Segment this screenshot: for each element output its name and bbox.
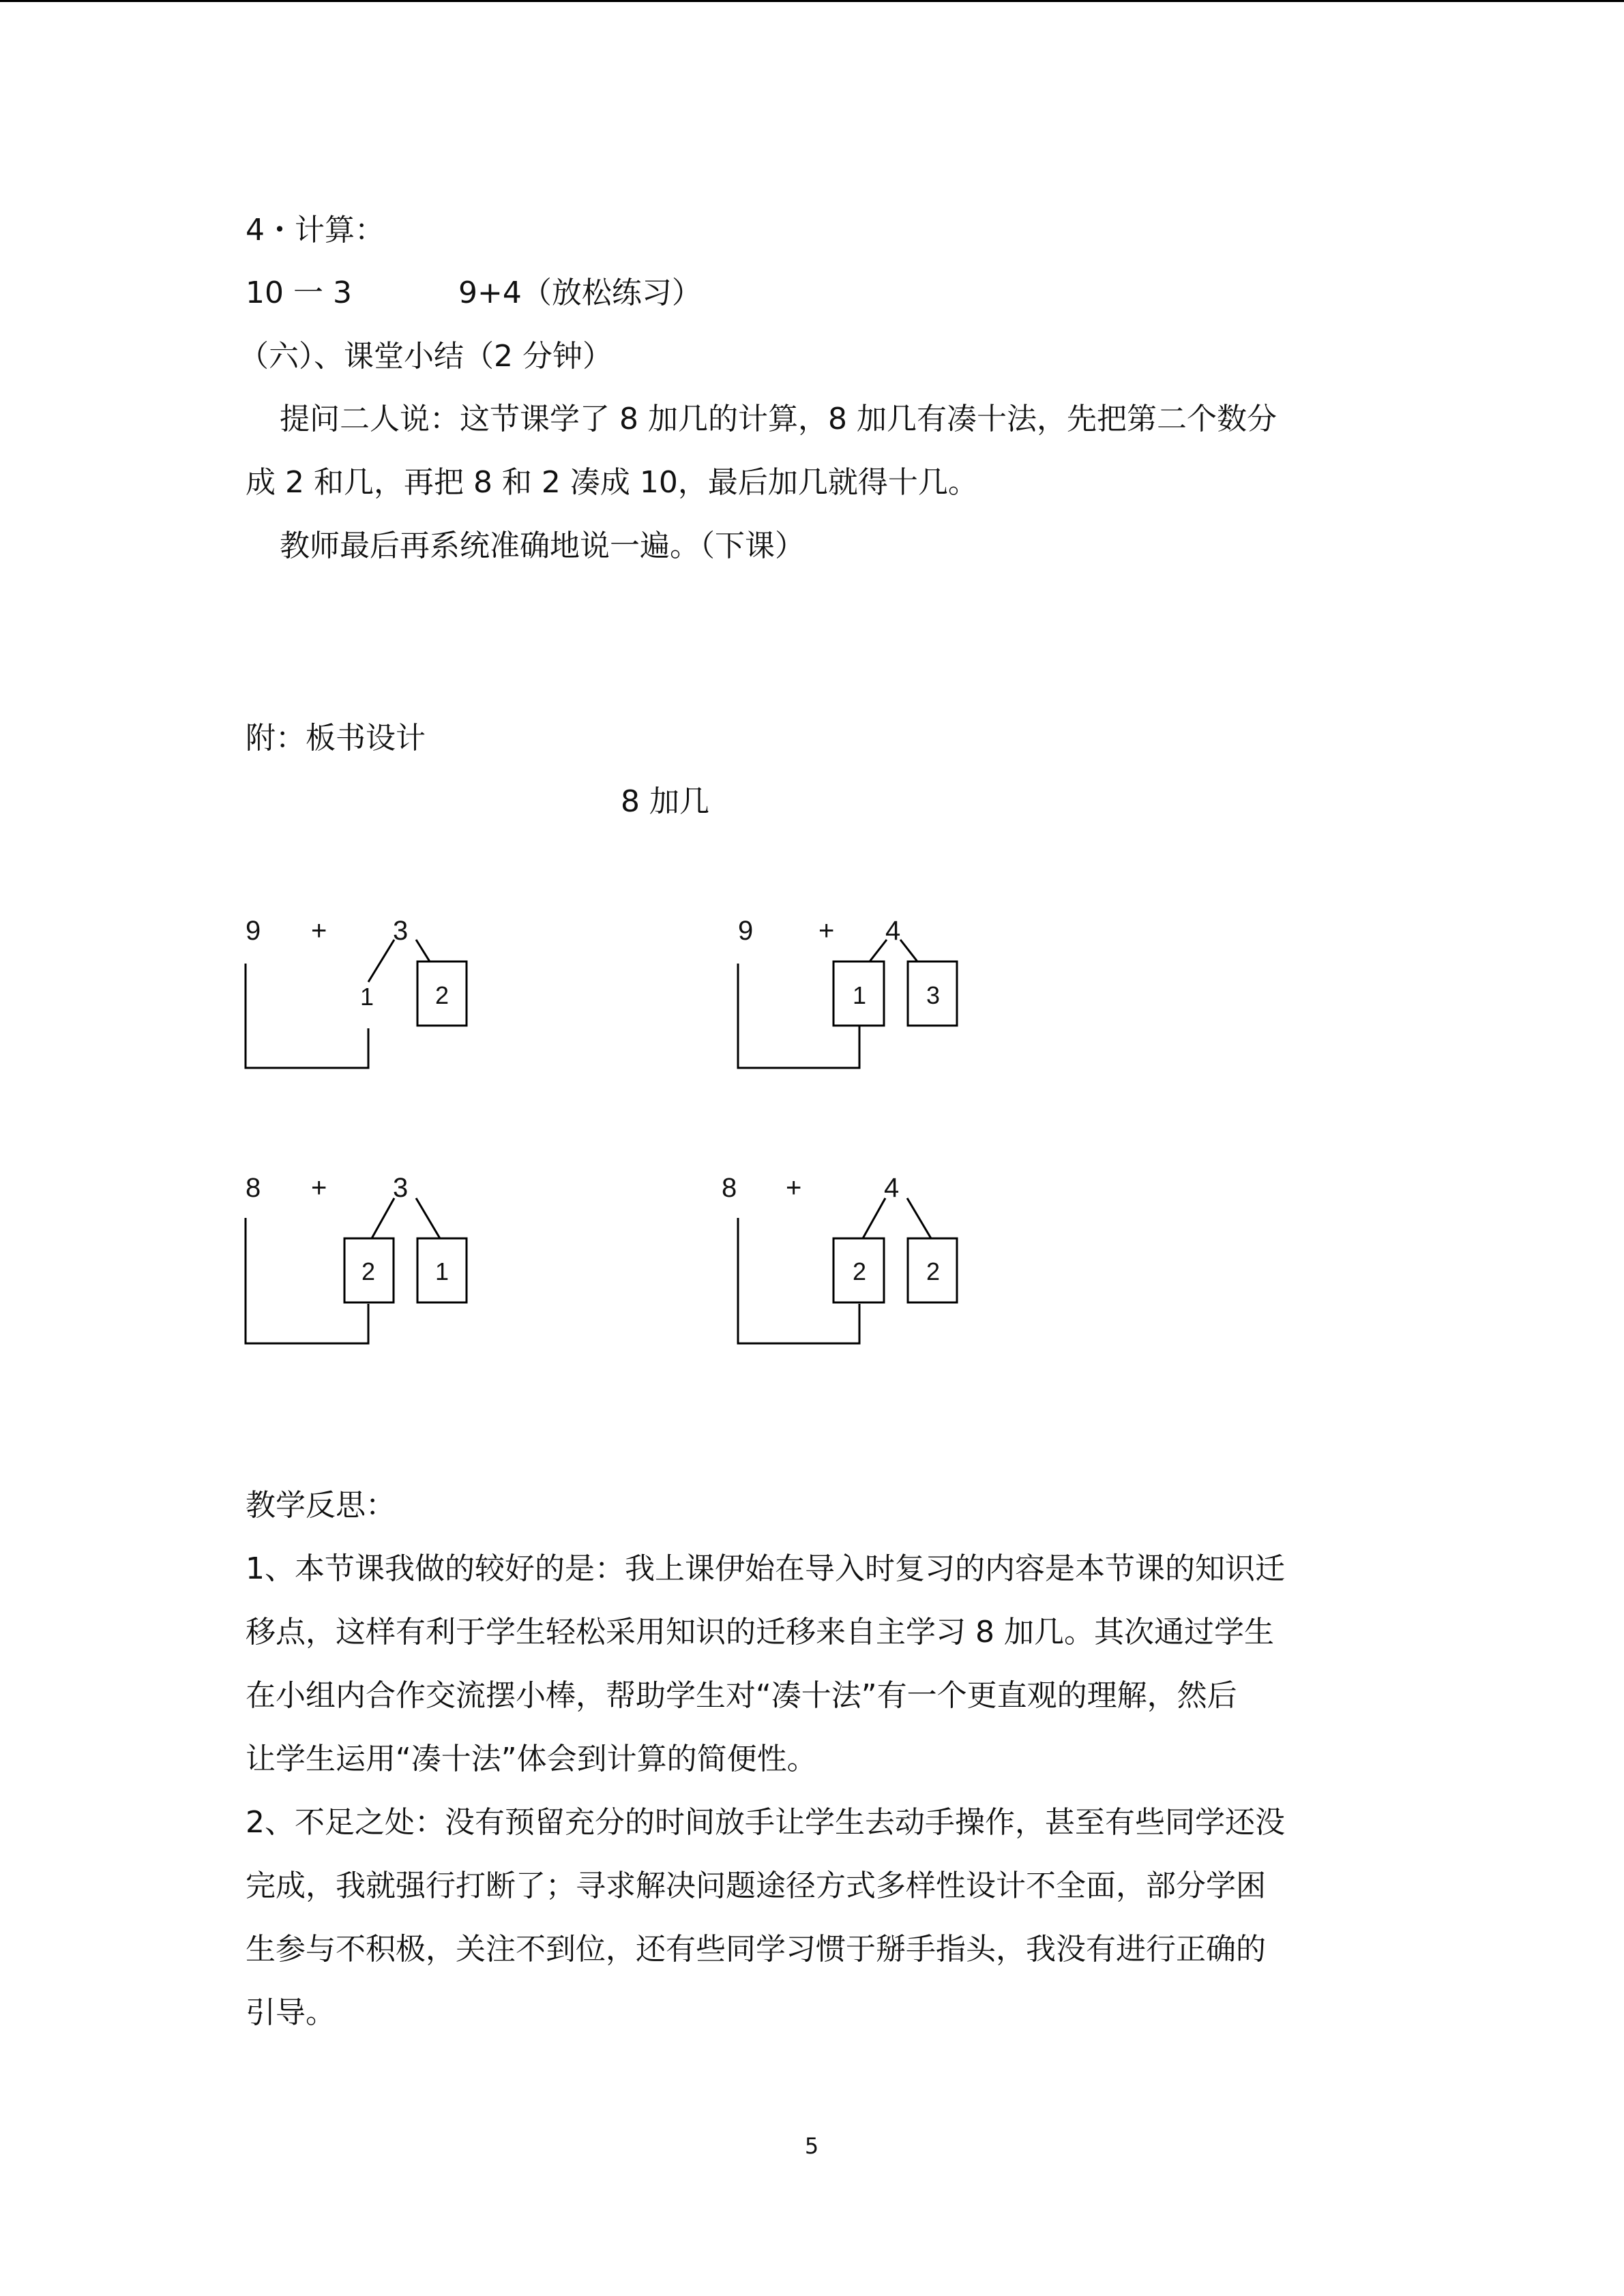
calc-line-1: 10 一 3 — [246, 275, 352, 310]
diagram-1-addend-b: 3 — [393, 916, 409, 946]
reflection-line: 在小组内合作交流摆小棒，帮助学生对“凑十法”有一个更直观的理解，然后 — [246, 1678, 1237, 1713]
diagram-4-addend-b: 4 — [884, 1173, 900, 1203]
diagram-1-split-left: 1 — [360, 983, 374, 1011]
diagram-1-lines — [246, 940, 467, 1068]
diagram-4-operator: + — [786, 1173, 802, 1203]
diagram-1-operator: + — [311, 916, 327, 946]
diagram-3-addend-b: 3 — [393, 1173, 409, 1203]
diagram-3-operator: + — [311, 1173, 327, 1203]
diagram-2-split-right: 3 — [926, 981, 941, 1009]
calc-heading: 4・计算： — [246, 213, 385, 248]
reflection-line: 生参与不积极，关注不到位，还有些同学习惯于掰手指头，我没有进行正确的 — [246, 1932, 1266, 1967]
reflection-line: 完成，我就强行打断了；寻求解决问题途径方式多样性设计不全面，部分学困 — [246, 1868, 1266, 1903]
diagram-3-split-left: 2 — [361, 1257, 376, 1285]
diagram-1-split-right: 2 — [435, 981, 449, 1009]
diagram-4-split-right: 2 — [926, 1257, 941, 1285]
reflection-line: 移点，这样有利于学生轻松采用知识的迁移来自主学习 8 加几。其次通过学生 — [246, 1615, 1274, 1650]
diagram-4-split-left: 2 — [853, 1257, 867, 1285]
diagram-4-lines — [738, 1198, 957, 1343]
calc-line-2: 9+4（放松练习） — [458, 275, 702, 310]
reflection-line: 引导。 — [246, 1995, 336, 2030]
diagram-2-operator: + — [818, 916, 835, 946]
diagram-2-split-left: 1 — [853, 981, 867, 1009]
reflection-line: 1、本节课我做的较好的是：我上课伊始在导入时复习的内容是本节课的知识迁 — [246, 1551, 1285, 1586]
diagram-2-addend-a: 9 — [738, 916, 754, 946]
board-heading: 附：板书设计 — [246, 721, 426, 756]
diagram-3-addend-a: 8 — [246, 1173, 261, 1203]
diagram-4-addend-a: 8 — [722, 1173, 737, 1203]
diagram-1-addend-a: 9 — [246, 916, 261, 946]
reflection-line: 让学生运用“凑十法”体会到计算的简便性。 — [246, 1742, 817, 1776]
reflection-heading: 教学反思： — [246, 1488, 396, 1523]
diagram-3-split-right: 1 — [435, 1257, 449, 1285]
diagram-3-lines — [246, 1198, 467, 1343]
diagram-2-addend-b: 4 — [885, 916, 901, 946]
page-number: 5 — [804, 2133, 819, 2159]
board-title: 8 加几 — [621, 784, 709, 819]
summary-paragraph-1a: 提问二人说：这节课学了 8 加几的计算，8 加几有凑十法，先把第二个数分 — [280, 402, 1277, 436]
summary-paragraph-2: 教师最后再系统准确地说一遍。（下课） — [280, 528, 805, 563]
summary-heading: （六）、课堂小结（2 分钟） — [239, 339, 612, 374]
summary-paragraph-1b: 成 2 和几，再把 8 和 2 凑成 10，最后加几就得十几。 — [246, 465, 978, 500]
diagram-2-lines — [738, 940, 957, 1068]
reflection-line: 2、不足之处：没有预留充分的时间放手让学生去动手操作，甚至有些同学还没 — [246, 1805, 1285, 1840]
